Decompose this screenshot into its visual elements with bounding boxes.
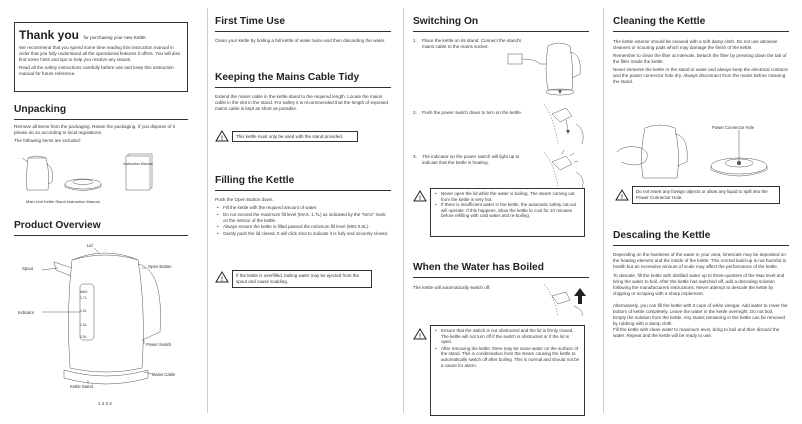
switching-warning-list bbox=[434, 191, 581, 219]
step-number: 3. bbox=[413, 154, 417, 159]
kettle-body-shape bbox=[68, 255, 143, 372]
unpacking-section bbox=[14, 104, 188, 144]
svg-text:!: ! bbox=[419, 334, 421, 340]
wall-socket-shape bbox=[508, 54, 522, 64]
boiled-warning-list bbox=[434, 328, 581, 368]
intro-text-2: Read all the safety instructions carefully before use and keep this instruction manual for future reference. bbox=[19, 65, 174, 76]
list-item: • Do not exceed the maximum fill level (MAX. 1.7L) as indicated by the “MAX” mark on the interior of the kettle. bbox=[223, 212, 391, 223]
level-mark: 1.5L bbox=[80, 309, 87, 313]
cable-tidy-text: Extend the mains cable in the kettle stand to the required length. Locate the mains cable in the slot in the stand. For safety it is recommended that the length of exposed mains cable is kept as short as possible. bbox=[215, 94, 388, 112]
switching-warning-box bbox=[430, 188, 585, 237]
heading-rule bbox=[14, 119, 188, 120]
stand-warning-box bbox=[232, 131, 358, 142]
cable-tidy-heading: Keeping the Mains Cable Tidy bbox=[215, 72, 360, 83]
step-2 bbox=[413, 110, 525, 116]
first-time-use-section bbox=[215, 16, 391, 44]
descaling-text-1: Depending on the hardness of the water in your area, limescale may be deposited on the heating element and the inside of the kettle. This normal build-up is not harmful to health but an excessive amount of scale may affect the performance of the kettle. bbox=[613, 252, 787, 270]
cleaning-heading: Cleaning the Kettle bbox=[613, 16, 706, 27]
cleaning-section bbox=[613, 16, 789, 85]
included-items-illustration bbox=[18, 152, 188, 202]
step-number: 2. bbox=[413, 110, 417, 115]
thank-you-subheading: for purchasing your new Kettle. bbox=[83, 35, 147, 40]
level-mark: MAX bbox=[80, 290, 88, 294]
svg-text:!: ! bbox=[221, 136, 223, 142]
label-mains-cable: Mains Cable bbox=[152, 372, 176, 377]
power-connector-hole-shape bbox=[737, 161, 741, 165]
level-mark: 1.7L bbox=[80, 296, 87, 300]
kettle-shape bbox=[641, 125, 678, 178]
product-overview-heading: Product Overview bbox=[14, 220, 101, 231]
kettle-diagram bbox=[14, 240, 204, 400]
manual-cover-label: Instruction Manual bbox=[123, 162, 153, 166]
kettle-spout-shape bbox=[54, 262, 72, 276]
unpacking-text-2: The following items are included: bbox=[14, 138, 81, 144]
step-text: The indicator on the power switch will light up to indicate that the kettle is heating. bbox=[422, 154, 520, 165]
switching-on-heading: Switching On bbox=[413, 16, 479, 27]
svg-text:!: ! bbox=[621, 195, 623, 201]
list-item: • Always ensure the kettle is filled passed the minimum fill level (MIN 0.5L). bbox=[223, 224, 391, 230]
water-boiled-text: The kettle will automatically switch off. bbox=[413, 285, 491, 291]
column-divider bbox=[403, 8, 404, 413]
cable-tidy-section bbox=[215, 72, 391, 112]
list-item: • If there is insufficient water in the kettle, the automatic safety cut-out will operate. If this happens, allow the kettle to cool for 10 minutes before refilling with cold water and re-boiling. bbox=[441, 202, 581, 219]
overfill-warning-box bbox=[232, 270, 372, 288]
heading-rule bbox=[215, 190, 391, 191]
step-text: Push the power switch down to turn on the kettle. bbox=[422, 110, 523, 115]
heading-rule bbox=[413, 31, 589, 32]
stand-warning-text: This kettle must only be used with the stand provided. bbox=[236, 134, 344, 139]
warning-triangle-icon bbox=[413, 328, 427, 340]
power-connector-label: Power Connector Hole bbox=[712, 125, 755, 130]
column-divider bbox=[207, 8, 208, 413]
switching-on-section bbox=[413, 16, 589, 32]
list-item: • Fill the kettle with the required amount of water. bbox=[223, 205, 391, 211]
descaling-text-4: Empty the solution from the kettle. Any stains remaining in the kettle can be removed by rubbing with a damp cloth. bbox=[613, 315, 786, 327]
cleaning-text-3: Never immerse the kettle or the stand in water and always keep the electrical contacts and the power connector hole dry. Always disconnect from the mains before cleaning the stand. bbox=[613, 67, 788, 85]
instruction-manual-icon bbox=[123, 154, 153, 190]
descaling-text-5: Fill the kettle with clean water to maximum level, bring to boil and then discard the water. Repeat and the kettle will be ready to use. bbox=[613, 327, 780, 339]
warning-triangle-icon bbox=[615, 189, 629, 201]
thank-you-heading: Thank you bbox=[19, 28, 80, 42]
descaling-section bbox=[613, 230, 789, 339]
label-power-switch: Power Switch bbox=[146, 342, 172, 347]
product-overview-section bbox=[14, 220, 188, 236]
kettle-stand-icon bbox=[65, 179, 101, 191]
kettle-unit-icon bbox=[22, 156, 52, 190]
cleaning-text-1: The kettle exterior should be cleaned with a soft damp cloth. Do not use abrasive cleaners or scouring pads which may damage the finish of the kettle. bbox=[613, 39, 778, 51]
warning-triangle-icon bbox=[413, 190, 427, 202]
heading-rule bbox=[14, 235, 188, 236]
label-kettle-stand: Kettle Stand bbox=[70, 384, 93, 389]
descaling-text-2: To descale, fill the kettle with distilled water up to three-quarters of the Max level and bring the water to boil. After the kettle has switched off, add a descaling solution following the manufacturers instructions. Never attempt to descale the kettle by chipping or scraping with a sharp implement. bbox=[613, 273, 785, 297]
warning-triangle-icon bbox=[215, 130, 229, 142]
filling-bullets bbox=[215, 205, 391, 236]
thank-you-box bbox=[14, 22, 188, 92]
label-open-button: Open Button bbox=[148, 264, 172, 269]
power-switch-illustration bbox=[532, 100, 592, 150]
intro-text: We recommend that you spend some time reading this instruction manual in order that you fully understand all the operational features it offers. You will also find some hints and tips to help you resolve any issues. bbox=[19, 45, 181, 62]
filling-section bbox=[215, 175, 391, 236]
list-item: • Never open the lid while the water is boiling. The steam coming out from the kettle is very hot. bbox=[441, 191, 581, 202]
step-3 bbox=[413, 154, 525, 166]
label-indicator: Indicator bbox=[18, 310, 35, 315]
warning-triangle-icon bbox=[215, 271, 229, 283]
filling-heading: Filling the Kettle bbox=[215, 175, 295, 186]
heading-rule bbox=[413, 277, 589, 278]
hand-with-cloth-shape bbox=[617, 147, 647, 165]
unpacking-text: Remove all items from the packaging. Retain the packaging. If you dispose of it please do so according to local regulations. bbox=[14, 124, 175, 136]
level-mark: 0.5L bbox=[80, 335, 87, 339]
step-number: 1. bbox=[413, 38, 417, 43]
descaling-heading: Descaling the Kettle bbox=[613, 230, 711, 241]
level-mark: 1.0L bbox=[80, 323, 87, 327]
first-time-use-heading: First Time Use bbox=[215, 16, 286, 27]
kettle-shape bbox=[546, 43, 573, 90]
connector-warning-box bbox=[632, 186, 780, 204]
label-spout: Spout bbox=[22, 266, 33, 271]
heading-rule bbox=[215, 31, 391, 32]
heading-rule bbox=[613, 31, 789, 32]
heading-rule bbox=[215, 87, 391, 88]
list-item: • Gently push the lid closed. It will click shut to indicate it is fully and securely closed. bbox=[223, 231, 391, 237]
first-time-use-text: Clean your kettle by boiling a full kettle of water twice and then discarding the water. bbox=[215, 38, 386, 44]
connector-warning-text: Do not insert any foreign objects or allow any liquid to spill into the Power Connector Hole. bbox=[636, 189, 768, 200]
filling-intro: Push the Open Button down. bbox=[215, 197, 274, 203]
auto-switch-off-illustration bbox=[532, 282, 592, 318]
indicator-light-illustration bbox=[532, 150, 592, 190]
svg-text:!: ! bbox=[419, 196, 421, 202]
descaling-text-3: Alternatively, you can fill the kettle with 3 cups of white vinegar. Add water to cover the bottom of kettle completely. Leave the water in the kettle overnight. Do not boil. bbox=[613, 303, 788, 315]
column-divider bbox=[603, 8, 604, 413]
list-item: • Ensure that the switch is not obstructed and the lid is firmly closed. The kettle will not turn off if the switch is obstructed or if the lid is open. bbox=[441, 328, 581, 345]
label-lid: Lid bbox=[87, 243, 93, 248]
overfill-warning-text: If the kettle is overfilled, boiling water may be ejected from the spout and cause scalding. bbox=[236, 273, 360, 284]
cleaning-text-2: Remember to clean the filter at intervals. Detach the filter by pressing down the tab of the filter inside the kettle. bbox=[613, 53, 787, 65]
heading-rule bbox=[613, 245, 789, 246]
unpacking-heading: Unpacking bbox=[14, 104, 67, 115]
svg-text:!: ! bbox=[221, 277, 223, 283]
water-boiled-heading: When the Water has Boiled bbox=[413, 262, 544, 273]
boiled-warning-box bbox=[430, 325, 585, 416]
page-number: 1 2 3 4 bbox=[98, 401, 112, 406]
step-text: Place the kettle on its stand. Connect the stand's mains cable to the mains socket. bbox=[422, 38, 522, 49]
cleaning-illustration bbox=[615, 118, 791, 186]
plug-in-illustration bbox=[500, 34, 594, 96]
kettle-handle-shape bbox=[138, 264, 161, 340]
items-caption: Main Unit Kettle Stand Instruction Manual bbox=[26, 199, 100, 204]
list-item: • After removing the kettle, there may be some water on the surface of the stand. This is condensation from the steam causing the kettle to automatically switch off after boiling. This is normal and should not be a cause for alarm. bbox=[441, 346, 581, 368]
